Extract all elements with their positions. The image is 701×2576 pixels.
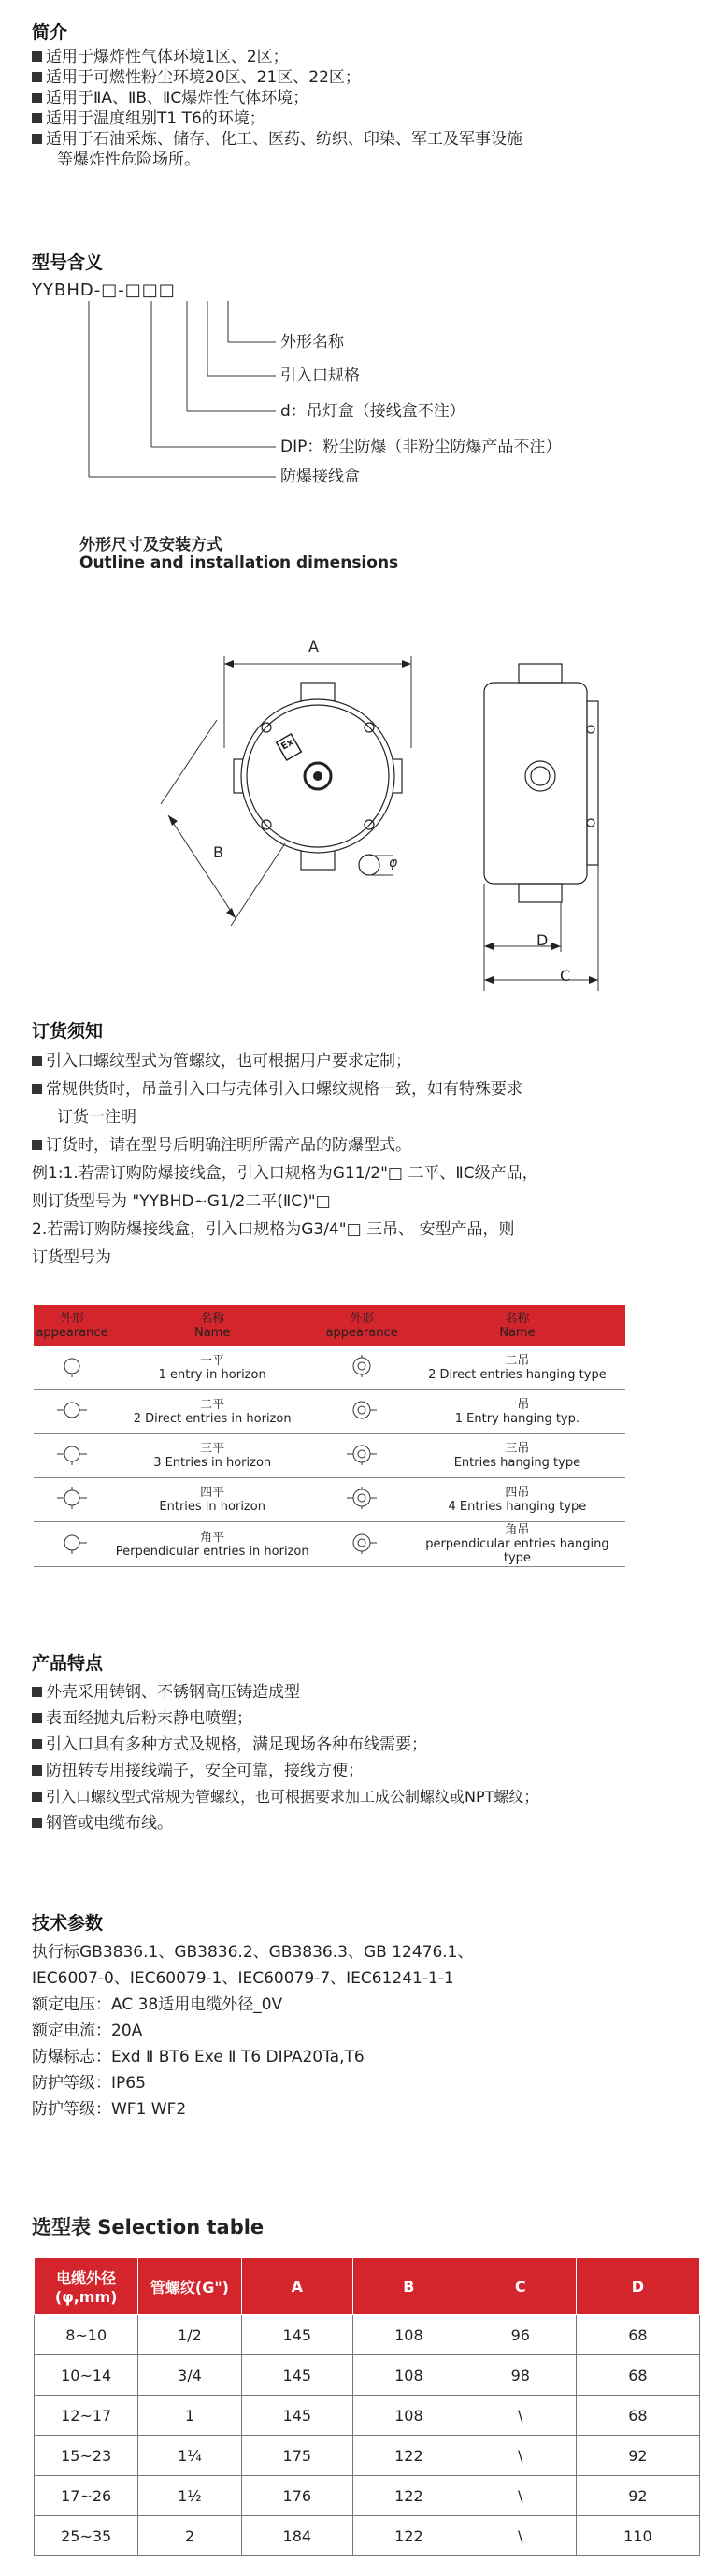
name-cell: 四平 Entries in horizon	[110, 1478, 315, 1522]
name-cell: 一吊 1 Entry hanging typ.	[409, 1390, 625, 1434]
model-label-d: d：吊灯盒（接线盒不注）	[280, 402, 465, 421]
tech-line: 防护等级：WF1 WF2	[32, 2100, 187, 2119]
dim-label-phi: φ	[389, 856, 398, 871]
cell: 15~23	[35, 2436, 138, 2476]
feature-item: 表面经抛丸后粉末静电喷塑；	[32, 1705, 538, 1732]
order-example-2: 2.若需订购防爆接线盒，引入口规格为G3/4"□ 三吊、 安型产品，则	[32, 1220, 515, 1239]
tech-line: 防护等级：IP65	[32, 2074, 146, 2093]
cell: 68	[576, 2355, 699, 2396]
table-row	[34, 1390, 625, 1434]
feature-item: 防扭转专用接线端子，安全可靠，接线方便；	[32, 1758, 538, 1784]
order-item: 常规供货时，吊盖引入口与壳体引入口螺纹规格一致，如有特殊要求	[32, 1075, 538, 1103]
order-item: 引入口螺纹型式为管螺纹，也可根据用户要求定制；	[32, 1047, 538, 1075]
outline-drawing	[0, 598, 701, 991]
model-code: YYBHD-□-□□□	[32, 281, 176, 300]
model-label-box: 防爆接线盒	[280, 468, 360, 486]
order-notes	[32, 1047, 538, 1272]
dim-title-cn: 外形尺寸及安装方式	[79, 536, 222, 554]
name-cell: 四吊 4 Entries hanging type	[409, 1478, 625, 1522]
front-view	[161, 656, 411, 926]
symbol-perpendicular-hanging	[314, 1522, 408, 1567]
dim-title-en: Outline and installation dimensions	[79, 554, 399, 572]
cell: \	[465, 2516, 576, 2556]
selection-table	[34, 2257, 700, 2556]
symbol-2-hanging	[314, 1346, 408, 1390]
table-row	[35, 2315, 700, 2355]
cell: 145	[241, 2315, 353, 2355]
symbol-4-horizon	[34, 1478, 110, 1522]
selection-title: 选型表 Selection table	[32, 2216, 265, 2238]
feature-item: 外壳采用铸钢、不锈钢高压铸造成型	[32, 1679, 538, 1705]
table-row	[34, 1478, 625, 1522]
name-cell: 角平 Perpendicular entries in horizon	[110, 1522, 315, 1567]
tech-line: 额定电压：AC 38适用电缆外径_0V	[32, 1995, 283, 2014]
dim-label-a: A	[308, 638, 319, 655]
feature-item: 引入口螺纹型式常规为管螺纹，也可根据要求加工成公制螺纹或NPT螺纹；	[32, 1784, 538, 1810]
table-row	[34, 1434, 625, 1478]
name-cell: 二吊 2 Direct entries hanging type	[409, 1346, 625, 1390]
feature-item: 引入口具有多种方式及规格，满足现场各种布线需要；	[32, 1732, 538, 1758]
cell: 108	[353, 2315, 465, 2355]
col-c: C	[465, 2258, 576, 2315]
order-item: 订货时，请在型号后明确注明所需产品的防爆型式。	[32, 1131, 538, 1159]
feature-item: 钢管或电缆布线。	[32, 1810, 538, 1836]
intro-item: 适用于ⅡA、ⅡB、ⅡC爆炸性气体环境；	[32, 88, 522, 108]
table-row	[34, 1522, 625, 1567]
cell: 1	[138, 2396, 241, 2436]
order-example-2-cont: 订货型号为	[32, 1248, 111, 1267]
col-a: A	[241, 2258, 353, 2315]
intro-item: 适用于可燃性粉尘环境20区、21区、22区；	[32, 67, 522, 88]
cell: 68	[576, 2315, 699, 2355]
cell: 98	[465, 2355, 576, 2396]
model-diagram	[0, 0, 701, 505]
dim-label-c: C	[560, 967, 571, 985]
model-label-entry: 引入口规格	[280, 367, 360, 385]
cell: 145	[241, 2396, 353, 2436]
table-row	[35, 2436, 700, 2476]
name-cell: 二平 2 Direct entries in horizon	[110, 1390, 315, 1434]
cell: 68	[576, 2396, 699, 2436]
selection-header	[35, 2258, 700, 2315]
name-cell: 三平 3 Entries in horizon	[110, 1434, 315, 1478]
tech-line: 额定电流：20A	[32, 2022, 143, 2040]
model-leader-lines	[89, 301, 276, 477]
col-cable-diameter: 电缆外径 (φ,mm)	[35, 2258, 138, 2315]
symbol-4-hanging	[314, 1478, 408, 1522]
dim-label-b: B	[213, 843, 223, 861]
intro-item-cont: 等爆炸性危险场所。	[57, 151, 200, 169]
features-title: 产品特点	[32, 1653, 104, 1674]
cell: 1½	[138, 2476, 241, 2516]
name-cell: 一平 1 entry in horizon	[110, 1346, 315, 1390]
cell: 1¼	[138, 2436, 241, 2476]
order-type-table	[34, 1305, 625, 1567]
tech-line: 执行标GB3836.1、GB3836.2、GB3836.3、GB 12476.1、	[32, 1943, 474, 1962]
symbol-2-direct-horizon	[34, 1390, 110, 1434]
tech-list	[32, 1939, 474, 2123]
cell: 17~26	[35, 2476, 138, 2516]
table-row	[35, 2355, 700, 2396]
cell: 96	[465, 2315, 576, 2355]
col-thread: 管螺纹(G")	[138, 2258, 241, 2315]
cell: 184	[241, 2516, 353, 2556]
cell: 175	[241, 2436, 353, 2476]
intro-title: 简介	[32, 22, 68, 43]
tech-line: IEC6007-0、IEC60079-1、IEC60079-7、IEC61241-1-1	[32, 1969, 454, 1988]
tech-line: 防爆标志：Exd Ⅱ BT6 Exe Ⅱ T6 DIPA20Ta,T6	[32, 2048, 365, 2066]
cell: \	[465, 2396, 576, 2436]
header-name: 名称 Name	[499, 1312, 536, 1340]
symbol-1-entry-horizon	[34, 1346, 110, 1390]
dim-label-d: D	[536, 931, 549, 949]
ex-mark: Ex	[279, 737, 296, 753]
tech-title: 技术参数	[32, 1913, 104, 1934]
cell: 8~10	[35, 2315, 138, 2355]
order-example-1-cont: 则订货型号为 "YYBHD~G1/2二平(ⅡC)"□	[32, 1192, 331, 1211]
table-row	[34, 1346, 625, 1390]
table-row	[35, 2476, 700, 2516]
col-b: B	[353, 2258, 465, 2315]
cell: 122	[353, 2476, 465, 2516]
order-item-cont: 订货一注明	[57, 1108, 136, 1127]
intro-item: 适用于温度组别T1 T6的环境；	[32, 108, 522, 129]
symbol-perpendicular-horizon	[34, 1522, 110, 1567]
features-list	[32, 1679, 538, 1836]
cell: 122	[353, 2516, 465, 2556]
col-d: D	[576, 2258, 699, 2315]
symbol-3-horizon	[34, 1434, 110, 1478]
order-example-1: 例1:1.若需订购防爆接线盒，引入口规格为G11/2"□ 二平、ⅡC级产品，	[32, 1164, 538, 1183]
cell: 108	[353, 2396, 465, 2436]
cell: 176	[241, 2476, 353, 2516]
header-appearance: 外形 appearance	[325, 1312, 398, 1340]
name-cell: 三吊 Entries hanging type	[409, 1434, 625, 1478]
cell: 2	[138, 2516, 241, 2556]
intro-item: 适用于石油采炼、储存、化工、医药、纺织、印染、军工及军事设施	[32, 129, 522, 150]
cell: 3/4	[138, 2355, 241, 2396]
cell: 10~14	[35, 2355, 138, 2396]
cell: \	[465, 2476, 576, 2516]
cell: 1/2	[138, 2315, 241, 2355]
cell: 145	[241, 2355, 353, 2396]
symbol-1-hanging	[314, 1390, 408, 1434]
header-name: 名称 Name	[193, 1312, 231, 1340]
cell: 92	[576, 2476, 699, 2516]
cell: 122	[353, 2436, 465, 2476]
order-title: 订货须知	[32, 1021, 104, 1042]
cell: 110	[576, 2516, 699, 2556]
table-row	[35, 2396, 700, 2436]
order-table-header	[34, 1305, 625, 1346]
model-title: 型号含义	[32, 252, 104, 273]
table-row	[35, 2516, 700, 2556]
model-label-shape: 外形名称	[280, 333, 344, 352]
cell: 92	[576, 2436, 699, 2476]
cell: 12~17	[35, 2396, 138, 2436]
intro-item: 适用于爆炸性气体环境1区、2区；	[32, 47, 522, 67]
cell: 25~35	[35, 2516, 138, 2556]
cell: 108	[353, 2355, 465, 2396]
symbol-3-hanging	[314, 1434, 408, 1478]
cell: \	[465, 2436, 576, 2476]
header-appearance: 外形 appearance	[36, 1312, 108, 1340]
name-cell: 角吊 perpendicular entries hanging type	[409, 1522, 625, 1567]
model-label-dip: DIP：粉尘防爆（非粉尘防爆产品不注）	[280, 438, 562, 456]
